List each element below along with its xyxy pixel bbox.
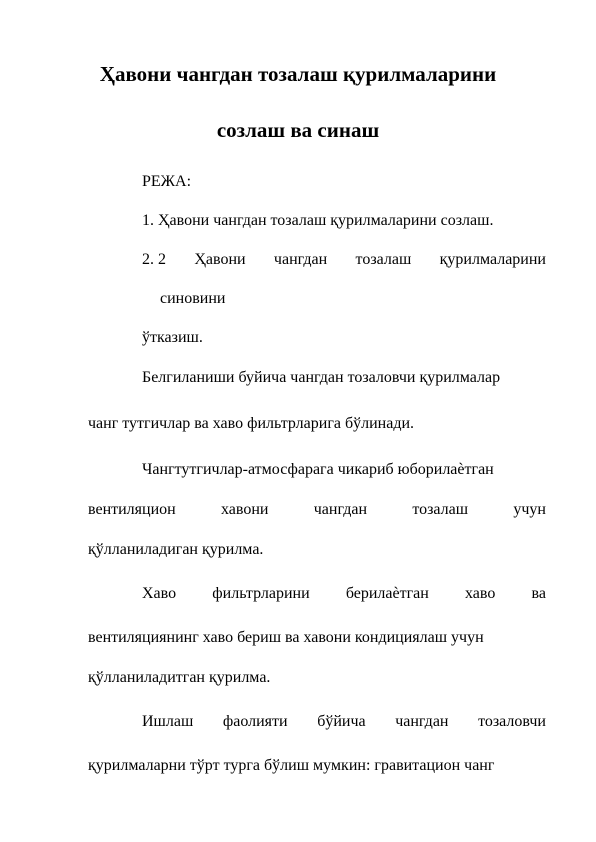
paragraph-3-line-1 (142, 584, 546, 604)
paragraph-1-line-1: Белгиланиши буйича чангдан тозаловчи қурилмалар (142, 369, 501, 386)
plan-item-2-word: қурилмаларини (439, 251, 546, 268)
paragraph-word: чангдан (313, 501, 368, 518)
paragraph-3-line-2: вентиляциянинг хаво бериш ва хавони кондициялаш учун (88, 629, 484, 646)
plan-item-2-end: ўтказиш. (142, 329, 203, 346)
plan-item-2-word: чангдан (273, 251, 328, 268)
paragraph-word: хавони (221, 501, 269, 518)
paragraph-word: Ишлаш (142, 713, 194, 730)
paragraph-2-line-3: қўлланиладиган қурилма. (88, 541, 264, 558)
paragraph-2-line-1: Чангтутгичлар-атмосфарага чикариб юборилаѐтган (142, 461, 494, 478)
paragraph-word: тозаловчи (478, 713, 546, 730)
plan-item-2-word: Ҳавони (194, 251, 246, 268)
plan-item-2 (142, 250, 546, 270)
paragraph-word: берилаѐтган (345, 585, 429, 602)
paragraph-4-line-1 (142, 712, 546, 732)
paragraph-word: вентиляцион (88, 501, 176, 518)
plan-item-2-word: 2. 2 (142, 251, 166, 268)
paragraph-3-line-3: қўлланиладитган қурилма. (88, 669, 271, 686)
plan-item-2-continuation: синовини (160, 290, 226, 307)
paragraph-word: тозалаш (412, 501, 469, 518)
paragraph-word: фильтрларини (212, 585, 310, 602)
paragraph-1-line-2: чанг тутгичлар ва хаво фильтрларига бўлинади. (88, 415, 415, 432)
paragraph-word: ва (531, 585, 546, 602)
paragraph-word: бўйича (317, 713, 366, 730)
document-title-line-2: созлаш ва синаш (216, 118, 380, 142)
plan-item-1: 1. Ҳавони чангдан тозалаш қурилмаларини созлаш. (142, 212, 494, 229)
plan-heading: РЕЖА: (142, 173, 192, 190)
plan-item-2-word: тозалаш (355, 251, 412, 268)
paragraph-2-line-2 (88, 500, 546, 520)
paragraph-word: чангдан (395, 713, 449, 730)
paragraph-word: фаолияти (222, 713, 288, 730)
paragraph-word: учун (513, 501, 546, 518)
paragraph-word: хаво (464, 585, 496, 602)
document-title-line-1: Ҳавони чангдан тозалаш қурилмаларини (99, 62, 497, 86)
paragraph-4-line-2: қурилмаларни тўрт турга бўлиш мумкин: гравитацион чанг (88, 757, 495, 774)
paragraph-word: Хаво (142, 585, 177, 602)
